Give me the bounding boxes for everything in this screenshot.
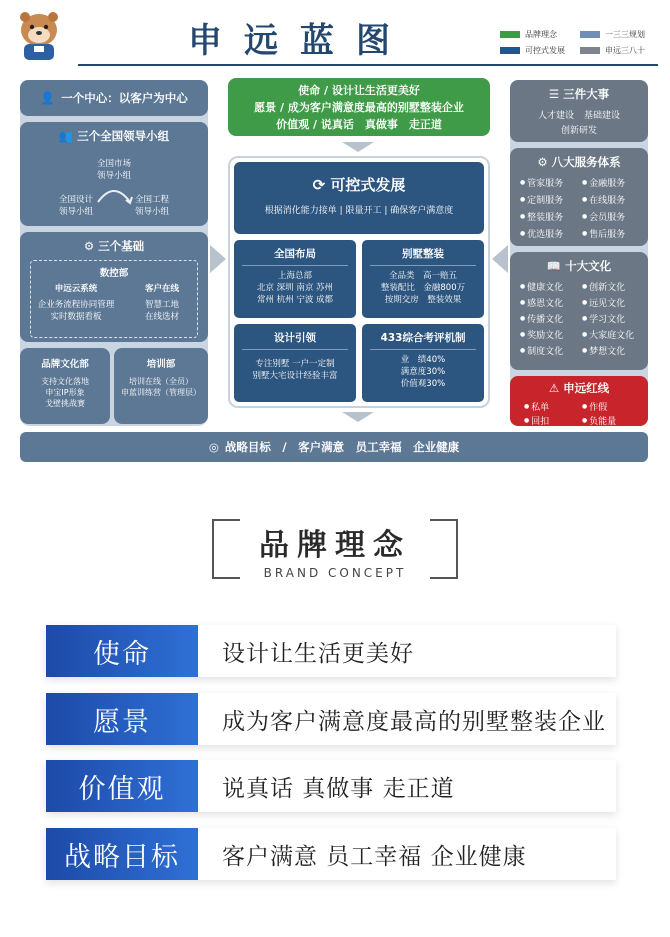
arrow-down-icon: [342, 412, 374, 422]
brand-dept-title: 品牌文化部: [41, 359, 89, 370]
event-item: 人才建设: [537, 111, 574, 121]
cloud-system-detail: 企业务流程协同管理 实时数据看板: [37, 300, 115, 322]
leadership-groups-box: [20, 122, 208, 226]
arrow-down-icon: [342, 142, 374, 152]
row-value: 成为客户满意度最高的别墅整装企业: [222, 708, 606, 735]
training-dept-box: [114, 348, 208, 424]
legend: [500, 28, 660, 56]
concept-row-vision: [46, 693, 616, 745]
row-label: 价值观: [46, 760, 198, 812]
concept-row-values: [46, 760, 616, 812]
concept-title: 品牌理念: [259, 528, 411, 563]
page-title-bar: [88, 14, 490, 60]
row-value: 设计让生活更美好: [222, 640, 414, 667]
group-icon: 👥: [58, 129, 78, 143]
eight-services-box: ⚙ 八大服务体系 ● 管家服务 ● 金融服务 ● 定制服务 ● 在线服务 ● 整装服务 ● 会员服务 ● 优选服务 ● 售后服务: [510, 148, 648, 246]
concept-row-strategy: [46, 828, 616, 880]
red-line-box: ⚠ 申远红线 ● 私单 ● 作假 ● 回扣 ● 负能量: [510, 376, 648, 426]
page-title: 申远蓝图: [188, 20, 412, 61]
data-dept-box: [30, 260, 198, 338]
cluster-icon: ⚙: [83, 239, 99, 253]
national-layout-box: 全国布局 上海总部 北京 深圳 南京 苏州 常州 杭州 宁波 成都: [234, 240, 356, 318]
warning-icon: ⚠: [548, 381, 564, 395]
concept-row-mission: [46, 625, 616, 677]
customer-online-detail: 智慧工地 在线选材: [144, 300, 179, 322]
user-icon: 👤: [40, 91, 56, 105]
legend-item: 一三三规划: [580, 28, 660, 40]
ten-cultures-box: 📖 十大文化 ● 健康文化 ● 创新文化 ● 感恩文化 ● 远见文化 ● 传播文化 ● 学习文化 ● 奖励文化 ● 大家庭文化 ● 制度文化 ● 梦想文化: [510, 252, 648, 370]
cycle-arrows-icon: [90, 180, 138, 210]
training-dept-detail: 培训在线（全员） 申蓝训练营（管理层）: [121, 377, 201, 397]
event-item: 创新研发: [560, 126, 597, 136]
cloud-system-title: 申远云系统: [54, 284, 98, 294]
arrow-left-icon: [492, 245, 508, 273]
mascot-logo: [14, 8, 64, 62]
values-line: 价值观 / 说真话 真做事 走正道: [276, 117, 442, 131]
strategy-bar: [20, 432, 648, 462]
data-dept-title: 数控部: [99, 268, 129, 279]
design-group: 全国设计 领导小组: [58, 195, 93, 217]
list-icon: ☰: [548, 87, 564, 101]
event-item: 基础建设: [584, 111, 621, 121]
book-icon: 📖: [546, 259, 566, 273]
controlled-development-box: ⟳ 可控式发展 根据消化能力接单 | 限量开工 | 确保客户满意度: [234, 162, 484, 234]
row-label: 使命: [46, 625, 198, 677]
legend-item: 品牌理念: [500, 28, 580, 40]
customer-online-title: 客户在线: [144, 284, 179, 294]
training-dept-title: 培训部: [146, 359, 176, 370]
legend-item: 申远三八十: [580, 44, 660, 56]
one-center-box: 👤 一个中心：以客户为中心: [20, 80, 208, 116]
mission-line: 使命 / 设计让生活更美好: [298, 83, 420, 97]
evaluation-box: 433综合考评机制 业 绩40% 满意度30% 价值观30%: [362, 324, 484, 402]
design-lead-box: 设计引领 专注别墅 一户一定制 别墅大宅设计经验丰富: [234, 324, 356, 402]
strategy-text: 战略目标 / 客户满意 员工幸福 企业健康: [224, 440, 460, 454]
row-value: 客户满意 员工幸福 企业健康: [222, 843, 527, 870]
villa-decor-box: 别墅整装 全品类 高一赔五 整装配比 金融800万 按期交房 整装效果: [362, 240, 484, 318]
row-label: 愿景: [46, 693, 198, 745]
market-group: 全国市场 领导小组: [96, 159, 131, 181]
brand-dept-detail: 支持文化落地 申宝IP形象 戈壁挑战赛: [41, 377, 89, 408]
development-subtitle: 根据消化能力接单 | 限量开工 | 确保客户满意度: [264, 206, 454, 216]
target-icon: ◎: [208, 440, 219, 454]
row-label: 战略目标: [46, 828, 198, 880]
leadership-groups-title: 👥 三个全国领导小组: [58, 129, 170, 143]
row-value: 说真话 真做事 走正道: [222, 775, 455, 802]
engineering-group: 全国工程 领导小组: [134, 195, 169, 217]
cluster-icon: ⚙: [537, 155, 552, 169]
mission-box: [228, 78, 490, 136]
vision-line: 愿景 / 成为客户满意度最高的别墅整装企业: [254, 100, 464, 114]
refresh-icon: ⟳: [312, 176, 331, 194]
arrow-right-icon: [210, 245, 226, 273]
concept-subtitle: BRAND CONCEPT: [263, 566, 407, 580]
three-basics-box: ⚙ 三个基础 数控部 申远云系统 企业务流程协同管理 实时数据看板 客户在线 智慧工地 在线选材: [20, 232, 208, 342]
legend-item: 可控式发展: [500, 44, 580, 56]
three-events-box: ☰ 三件大事 人才建设 基础建设 创新研发: [510, 80, 648, 142]
title-divider: [78, 64, 658, 66]
brand-dept-box: [20, 348, 110, 424]
